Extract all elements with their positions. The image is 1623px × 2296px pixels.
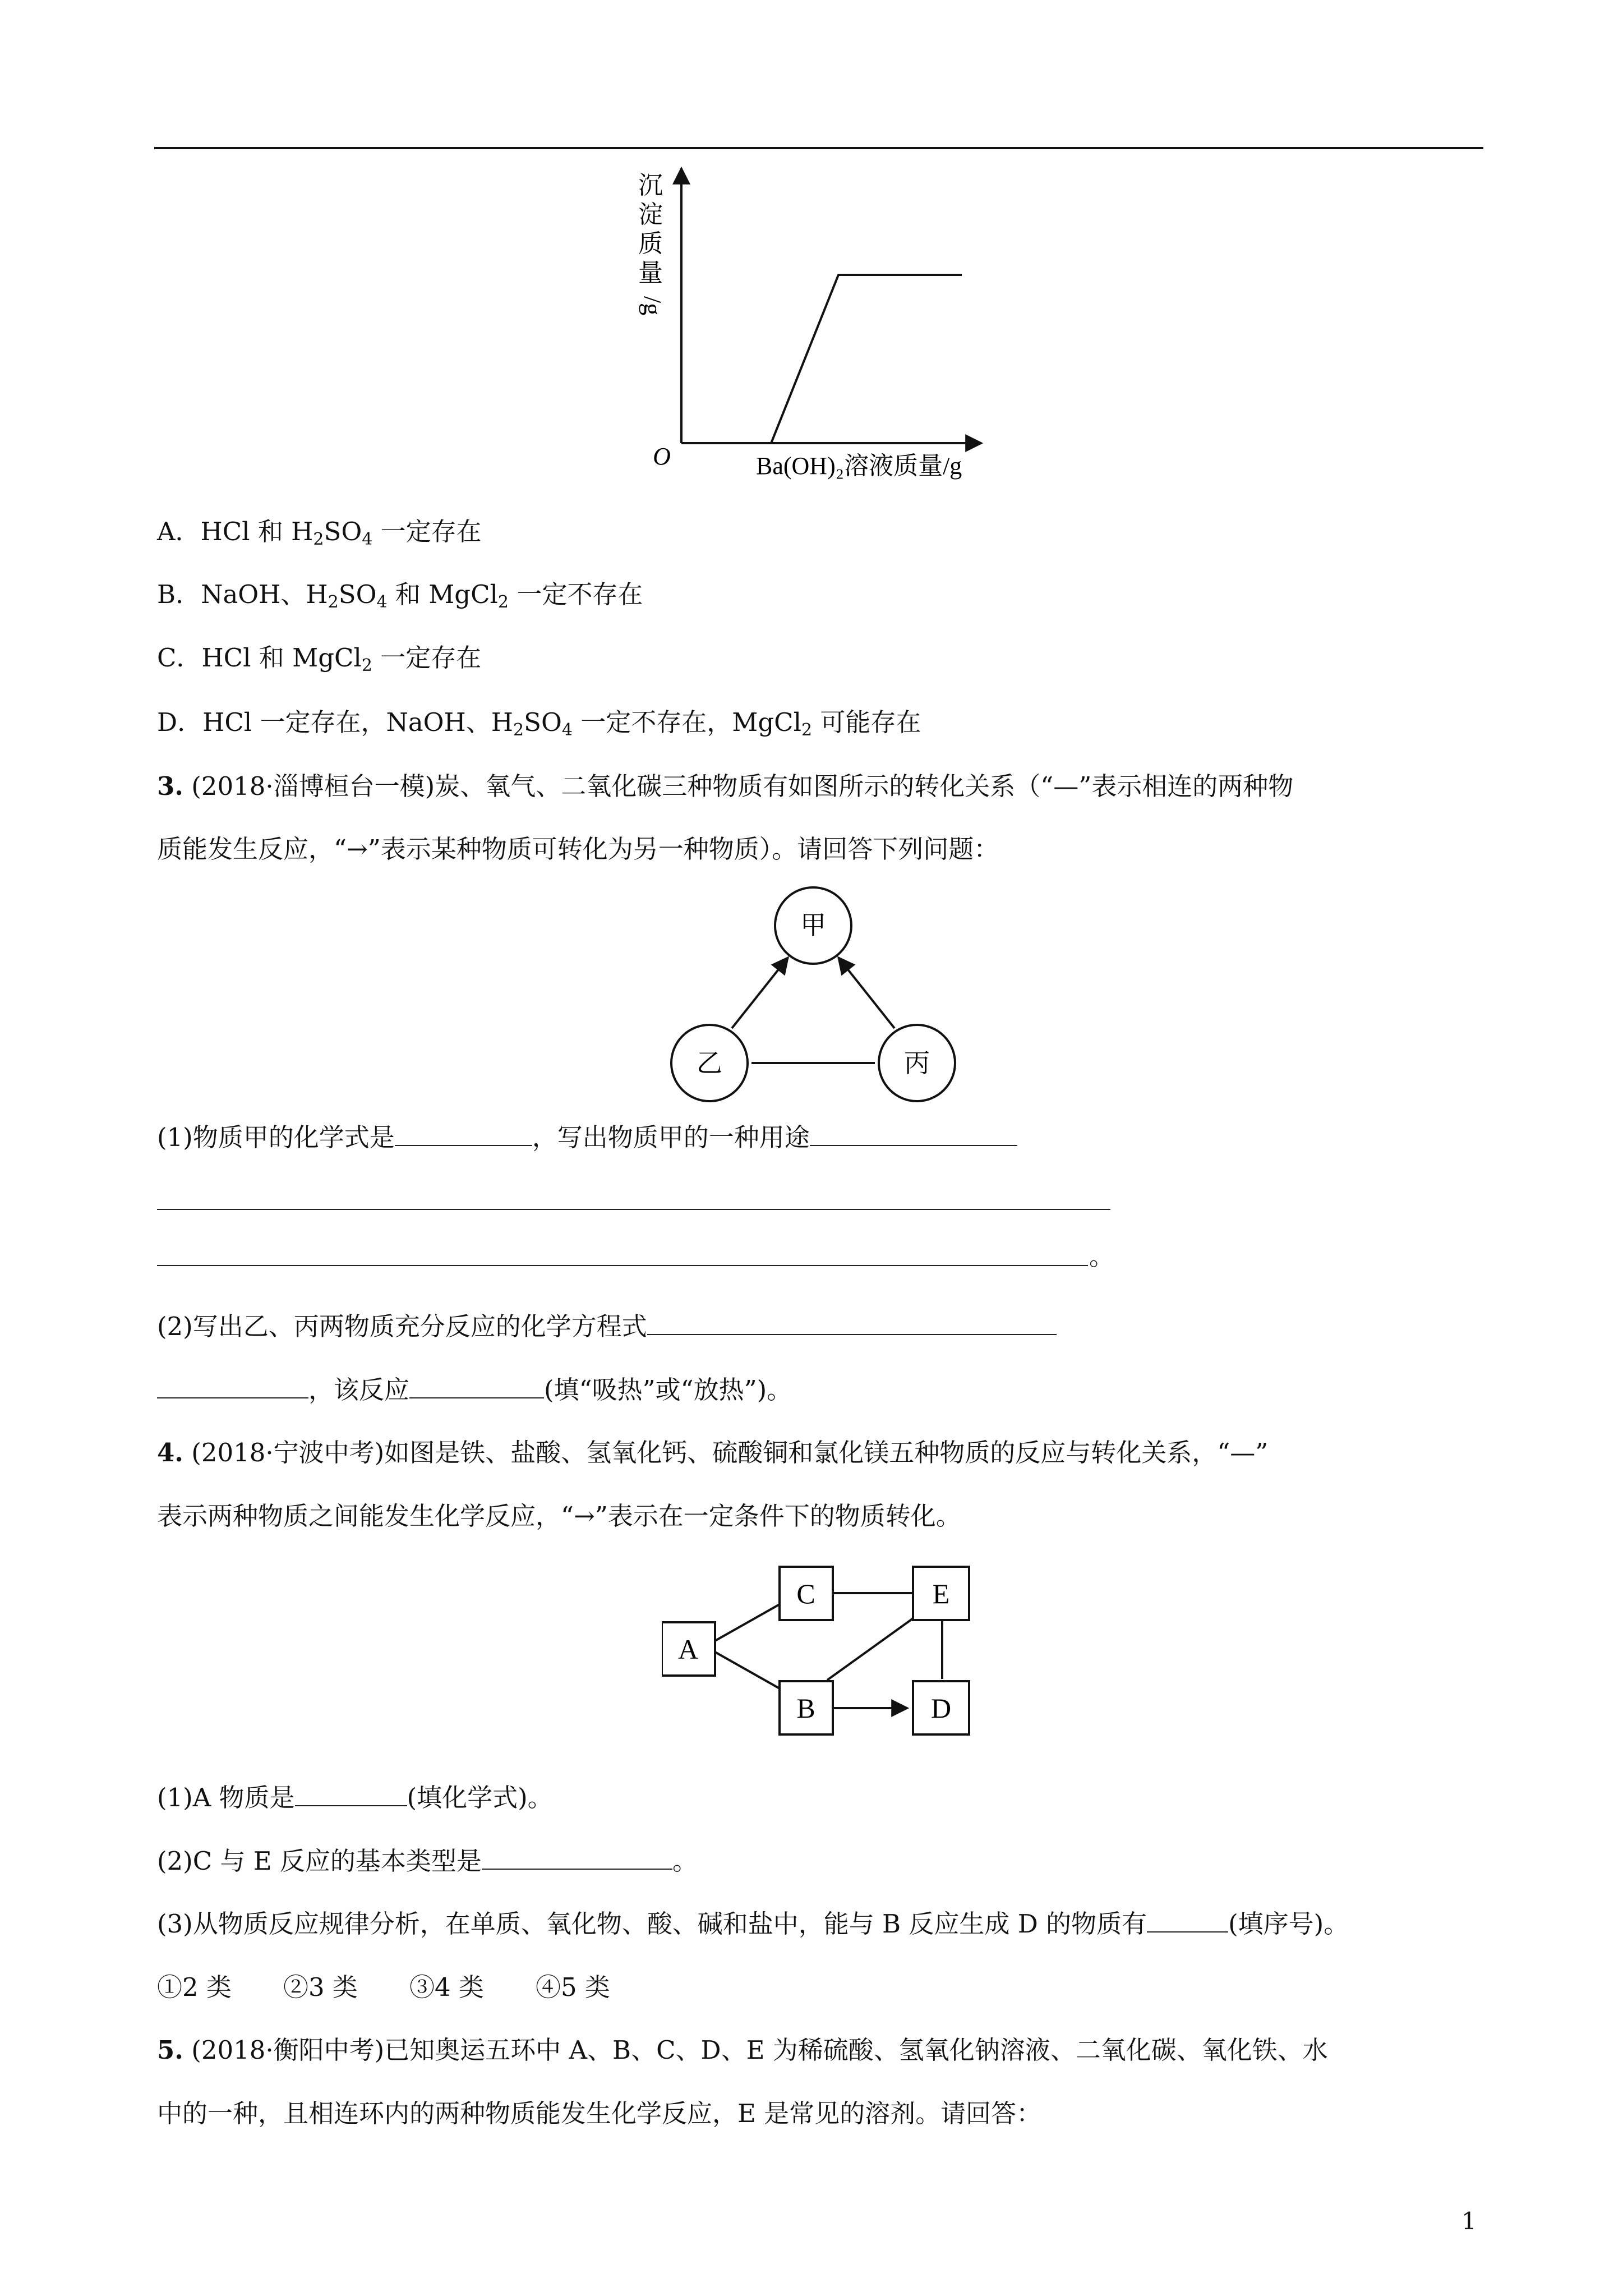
link-a-c (715, 1604, 780, 1641)
option-d: D．HCl 一定存在，NaOH、$H_2SO_4$ 一定不存在，MgCl$_2$ 可能存在 (157, 707, 921, 740)
link-a-b (715, 1652, 780, 1688)
node-jia-label: 甲 (800, 911, 826, 940)
arrow-yi-to-jia (732, 958, 788, 1028)
arrow-bing-to-jia (838, 958, 895, 1028)
box-b-label: B (796, 1692, 815, 1724)
q3-stem-line1: 3. (2018·淄博桓台一模)炭、氧气、二氧化碳三种物质有如图所示的转化关系（“—”表示相连的两种物 (157, 771, 1294, 801)
answer-line[interactable] (157, 1209, 1110, 1210)
header-rule (154, 147, 1483, 149)
node-bing-label: 丙 (904, 1049, 930, 1078)
q3-part2-cont: ，该反应 (填“吸热”或“放热”)。 (157, 1373, 792, 1407)
y-label-unit: /g (639, 296, 666, 316)
q4-box-diagram (662, 1562, 976, 1747)
q4-choices (157, 1971, 610, 2004)
y-label-char-1: 沉 (638, 172, 663, 199)
q3-part1: (1)物质甲的化学式是 ，写出物质甲的一种用途 (157, 1121, 1017, 1154)
q3-part1-end: 。 (1089, 1241, 1115, 1271)
precipitate-chart (617, 163, 1021, 499)
q4-part2: (2)C 与 E 反应的基本类型是 。 (157, 1846, 698, 1876)
q4-part3: (3)从物质反应规律分析，在单质、氧化物、酸、碱和盐中，能与 B 反应生成 D 的物质有 (填序号)。 (157, 1909, 1349, 1939)
x-axis-label: Ba(OH)₂溶液质量/g (756, 452, 962, 480)
box-a-label: A (677, 1634, 699, 1665)
box-d-label: D (930, 1692, 952, 1724)
page-number: 1 (1461, 2207, 1477, 2235)
answer-blank[interactable] (482, 1846, 672, 1870)
q4-stem-line2: 表示两种物质之间能发生化学反应，“→”表示在一定条件下的物质转化。 (157, 1501, 961, 1531)
choice-2: ②3 类 (283, 1972, 358, 2002)
choice-3: ③4 类 (409, 1972, 484, 2002)
option-b: B．NaOH、$H_2SO_4$ 和 MgCl$_2$ 一定不存在 (157, 579, 643, 612)
answer-blank[interactable] (295, 1783, 407, 1806)
box-e-label: E (932, 1578, 950, 1609)
y-label-char-4: 量 (638, 259, 663, 287)
answer-line[interactable] (157, 1265, 1088, 1266)
origin-label: O (653, 443, 671, 470)
box-c-label: C (796, 1578, 815, 1609)
answer-blank[interactable] (647, 1312, 1057, 1335)
choice-1: ①2 类 (157, 1972, 232, 2002)
q3-part2: (2)写出乙、丙两物质充分反应的化学方程式 (157, 1310, 1057, 1343)
choice-4: ④5 类 (536, 1972, 610, 2002)
answer-blank[interactable] (810, 1122, 1017, 1146)
answer-blank[interactable] (395, 1122, 532, 1146)
y-label-char-2: 淀 (638, 201, 663, 228)
q3-triangle-diagram (656, 884, 970, 1119)
node-yi-label: 乙 (697, 1049, 722, 1078)
q5-stem-line2: 中的一种，且相连环内的两种物质能发生化学反应，E 是常见的溶剂。请回答： (157, 2099, 1042, 2128)
answer-blank[interactable] (157, 1375, 308, 1398)
y-label-char-3: 质 (638, 230, 663, 257)
answer-blank[interactable] (1147, 1909, 1228, 1932)
q5-stem-line1: 5. (2018·衡阳中考)已知奥运五环中 A、B、C、D、E 为稀硫酸、氢氧化钠溶液、二氧化碳、氧化铁、水 (157, 2035, 1328, 2065)
option-a: A．HCl 和 $H_2SO_4$ 一定存在 (157, 517, 482, 549)
option-c: C．HCl 和 MgCl$_2$ 一定存在 (157, 643, 482, 675)
q3-stem-line2: 质能发生反应，“→”表示某种物质可转化为另一种物质）。请回答下列问题： (157, 834, 999, 864)
series-line (681, 275, 962, 443)
link-b-e (827, 1613, 921, 1680)
answer-blank[interactable] (409, 1375, 544, 1398)
q4-stem-line1: 4. (2018·宁波中考)如图是铁、盐酸、氢氧化钙、硫酸铜和氯化镁五种物质的反应与转化关系，“—” (157, 1438, 1269, 1467)
q4-part1: (1)A 物质是 (填化学式)。 (157, 1783, 553, 1812)
